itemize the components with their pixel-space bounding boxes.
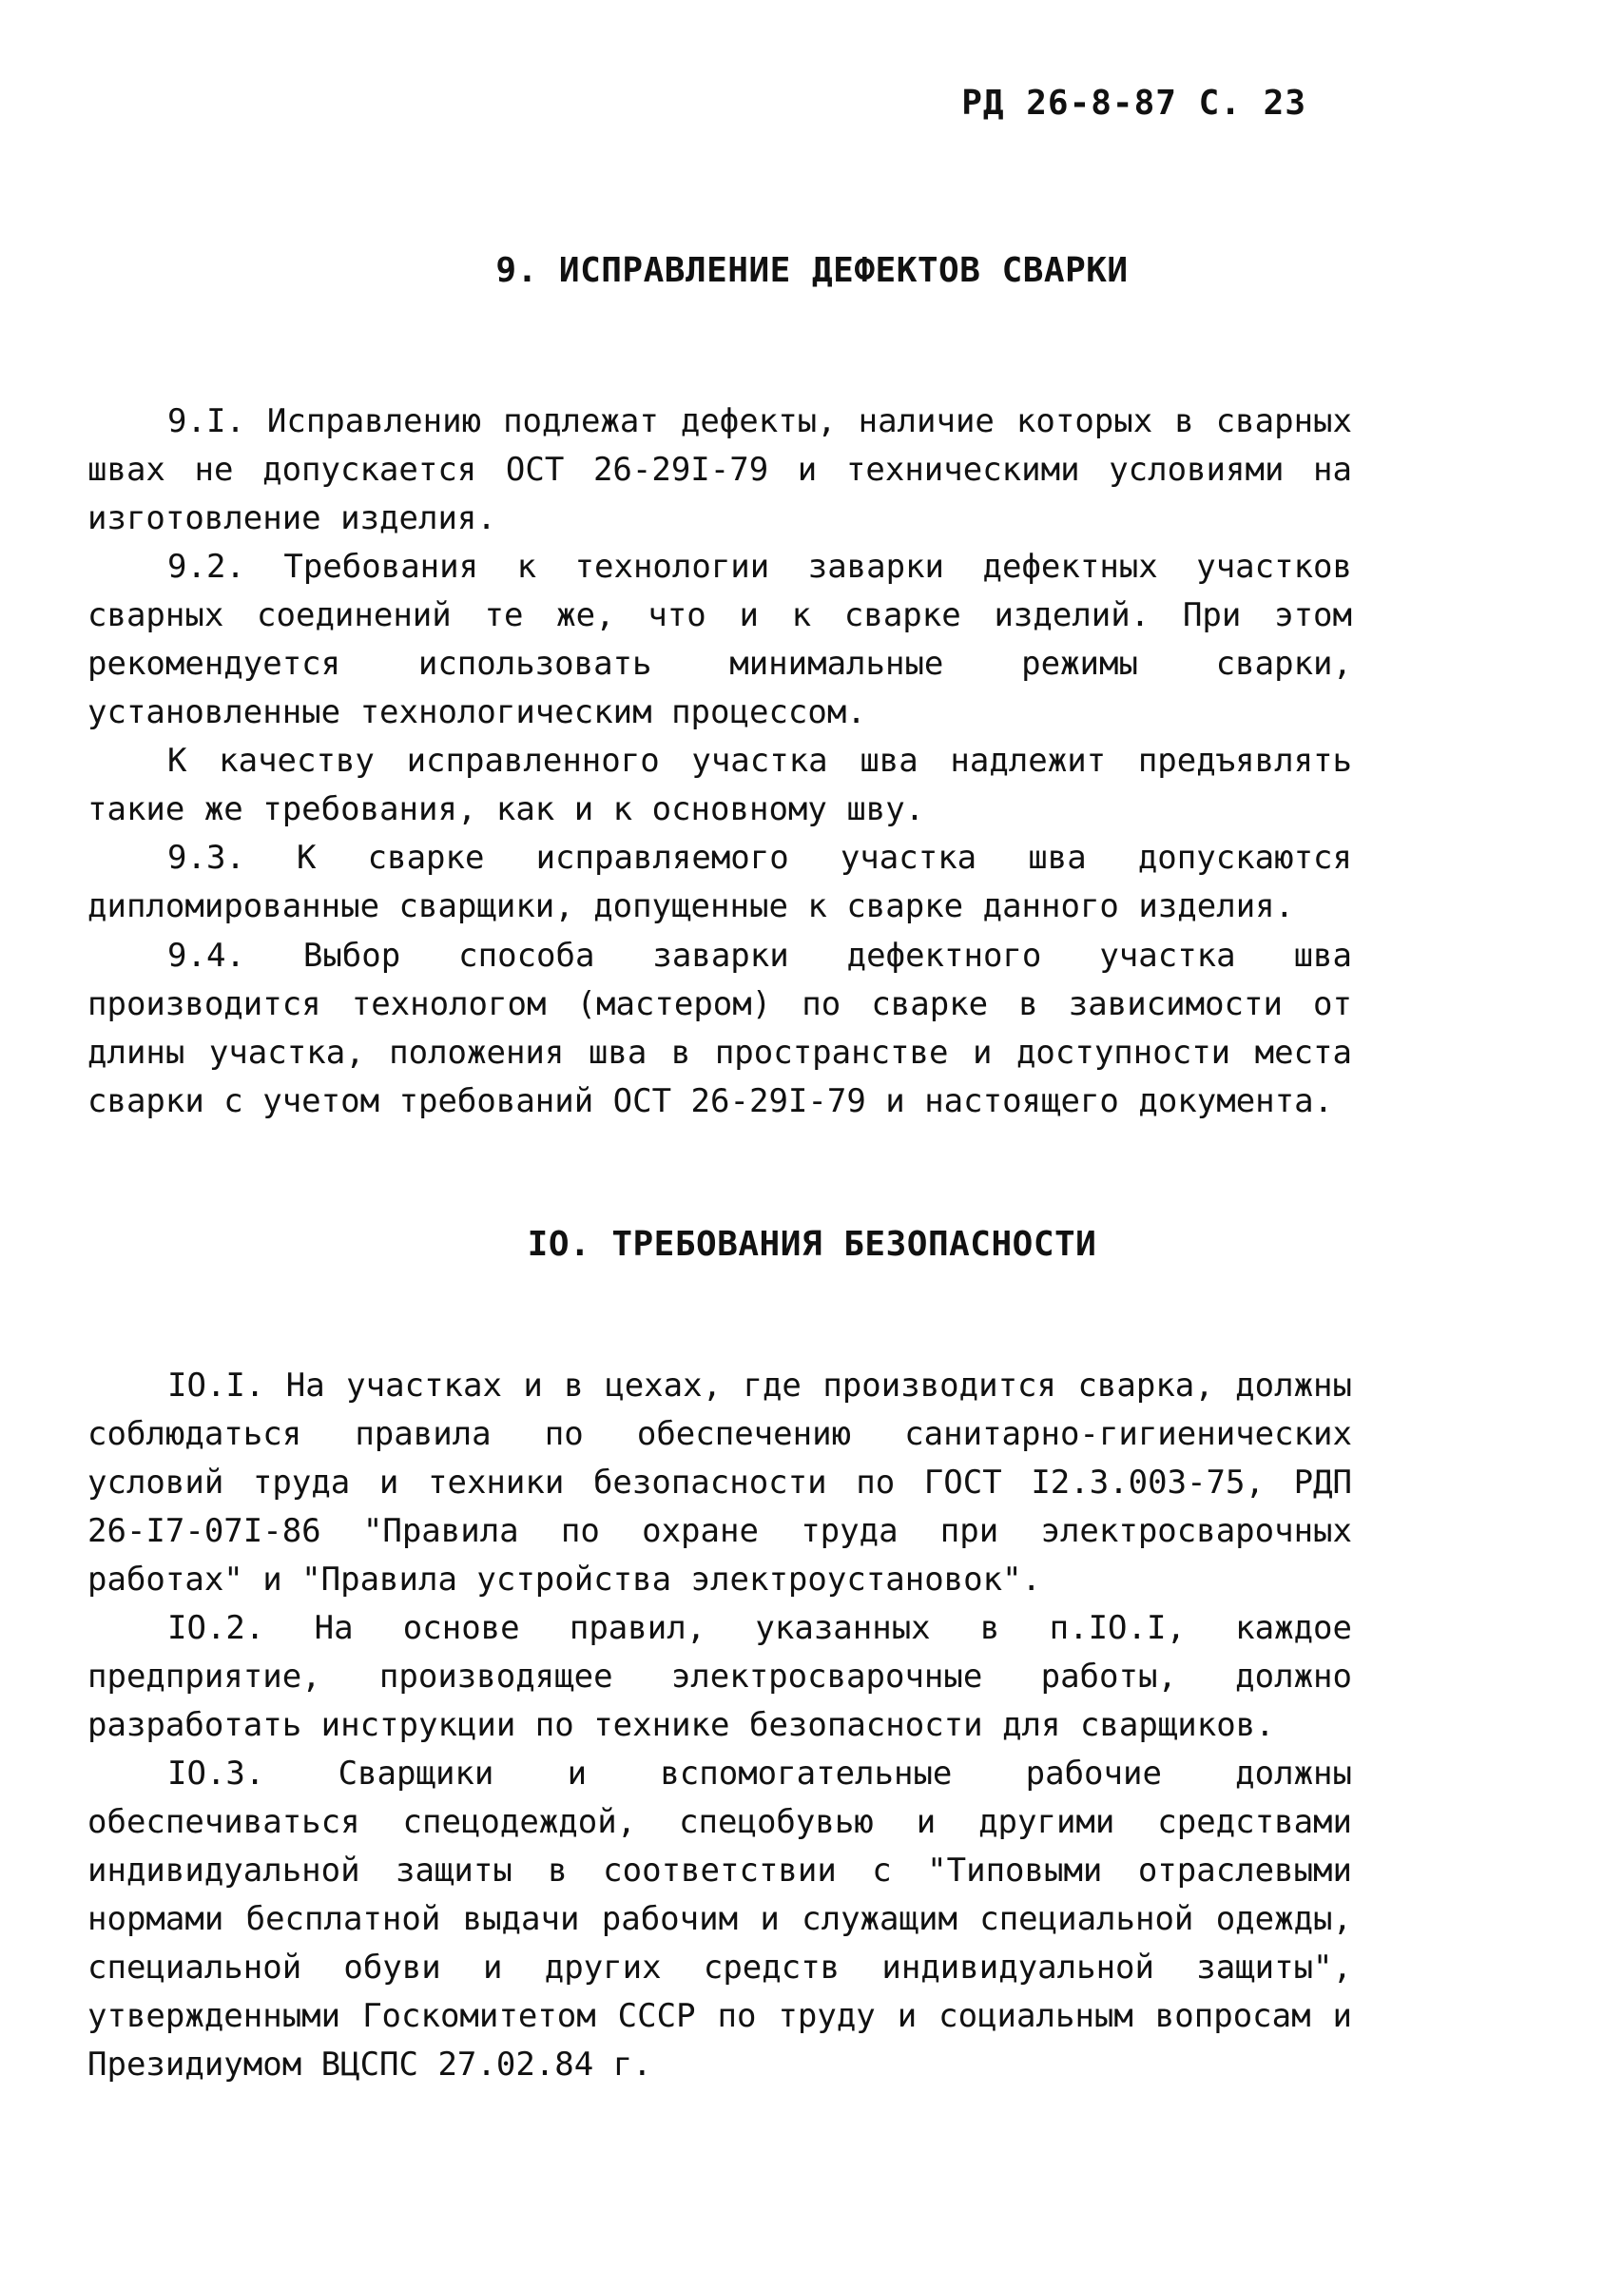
paragraph-9-2: 9.2. Требования к технологии заварки дефектных участков сварных соединений те же, что и к сварке изделий. При этом рекомендуется использовать минимальные режимы сварки, установленные технологическим процессом.	[87, 548, 1352, 731]
paragraph-9-1: 9.I. Исправлению подлежат дефекты, наличие которых в сварных швах не допускается ОСТ 26-29I-79 и техническими условиями на изготовление изделия.	[87, 402, 1352, 537]
paragraph-9-3: 9.3. К сварке исправляемого участка шва допускаются дипломированные сварщики, допущенные к сварке данного изделия.	[87, 839, 1352, 925]
paragraph-9-4: 9.4. Выбор способа заварки дефектного участка шва производится технологом (мастером) по сварке в зависимости от длины участка, положения шва в пространстве и доступности места сварки с учетом требований ОСТ 26-29I-79 и настоящего документа.	[87, 937, 1352, 1120]
section-10-title: IO. ТРЕБОВАНИЯ БЕЗОПАСНОСТИ	[527, 1225, 1097, 1264]
page-header: РД 26-8-87 С. 23	[961, 84, 1306, 123]
section-9-title: 9. ИСПРАВЛЕНИЕ ДЕФЕКТОВ СВАРКИ	[495, 251, 1129, 290]
paragraph-9-2-continued: К качеству исправленного участка шва надлежит предъявлять такие же требования, как и к основному шву.	[87, 742, 1352, 828]
paragraph-10-1: IO.I. На участках и в цехах, где производится сварка, должны соблюдаться правила по обеспечению санитарно-гигиенических условий труда и техники безопасности по ГОСТ I2.3.003-75, РДП 26-I7-07I-86 "Правила по охране труда при электросварочных работах" и "Правила устройства электроустановок".	[87, 1367, 1352, 1599]
paragraph-10-2: IO.2. На основе правил, указанных в п.IO.I, каждое предприятие, производящее электросварочные работы, должно разработать инструкции по технике безопасности для сварщиков.	[87, 1609, 1352, 1744]
paragraph-10-3: IO.3. Сварщики и вспомогательные рабочие должны обеспечиваться спецодеждой, спецобувью и другими средствами индивидуальной защиты в соответствии с "Типовыми отраслевыми нормами бесплатной выдачи рабочим и служащим специальной одежды, специальной обуви и других средств индивидуальной защиты", утвержденными Госкомитетом СССР по труду и социальным вопросам и Президиумом ВЦСПС 27.02.84 г.	[87, 1755, 1352, 2084]
